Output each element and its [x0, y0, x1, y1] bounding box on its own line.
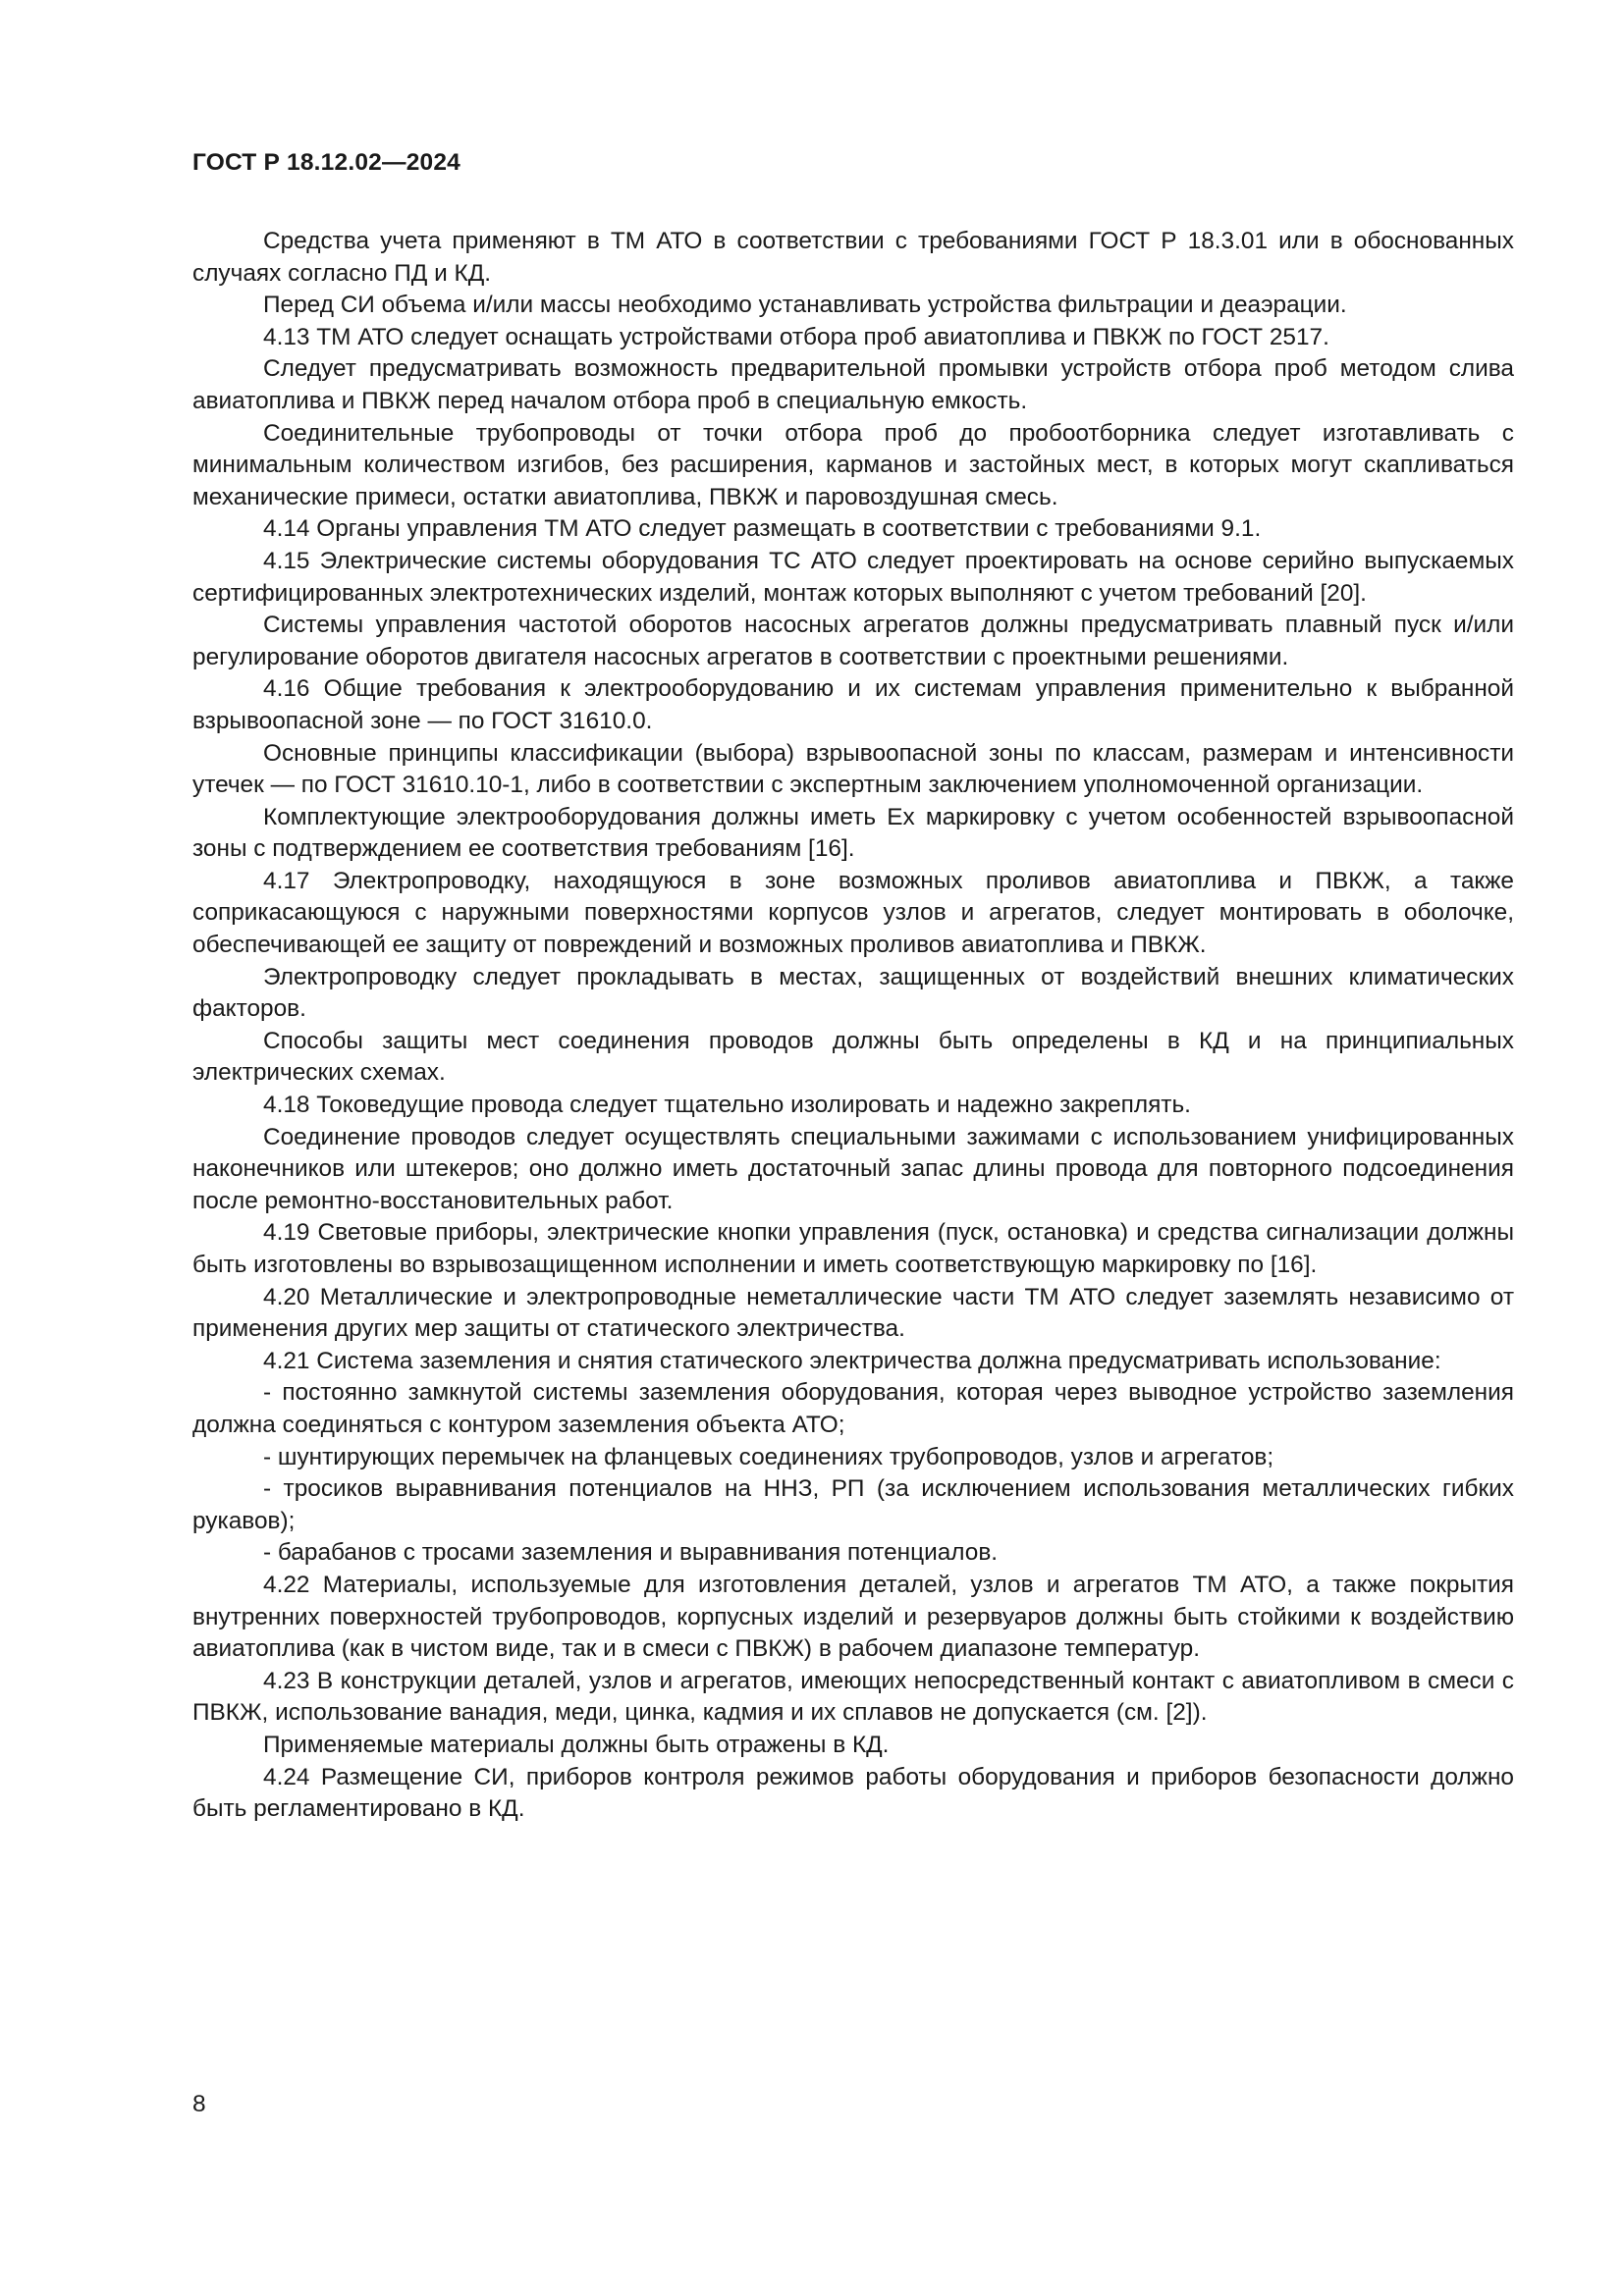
paragraph: 4.24 Размещение СИ, приборов контроля режимов работы оборудования и приборов безопасности должно быть регламентировано в КД. — [192, 1763, 1514, 1823]
paragraph: 4.21 Система заземления и снятия статического электричества должна предусматривать использование: — [263, 1347, 1441, 1374]
paragraph: Перед СИ объема и/или массы необходимо устанавливать устройства фильтрации и деаэрации. — [263, 292, 1347, 319]
list-item: - постоянно замкнутой системы заземления оборудования, которая через выводное устройство заземления должна соединяться с контуром заземления объекта АТО; — [192, 1379, 1514, 1438]
paragraph: 4.19 Световые приборы, электрические кнопки управления (пуск, остановка) и средства сигнализации должны быть изготовлены во взрывозащищенном исполнении и иметь соответствующую маркировку по [16]. — [192, 1219, 1514, 1278]
list-item: - шунтирующих перемычек на фланцевых соединениях трубопроводов, узлов и агрегатов; — [263, 1443, 1274, 1470]
paragraph: 4.13 ТМ АТО следует оснащать устройствами отбора проб авиатоплива и ПВКЖ по ГОСТ 2517. — [263, 323, 1329, 350]
document-body — [192, 226, 1514, 1826]
paragraph: Способы защиты мест соединения проводов должны быть определены в КД и на принципиальных электрических схемах. — [192, 1027, 1514, 1087]
list-item: - тросиков выравнивания потенциалов на ННЗ, РП (за исключением использования металлических гибких рукавов); — [192, 1475, 1514, 1534]
paragraph: 4.23 В конструкции деталей, узлов и агрегатов, имеющих непосредственный контакт с авиатопливом в смеси с ПВКЖ, использование ванадия, меди, цинка, кадмия и их сплавов не допускается (см. [2]). — [192, 1667, 1514, 1727]
paragraph: Соединительные трубопроводы от точки отбора проб до пробоотборника следует изготавливать с минимальным количеством изгибов, без расширения, карманов и застойных мест, в которых могут скапливаться механические примеси, остатки авиатоплива, ПВКЖ и паровоздушная смесь. — [192, 419, 1514, 510]
paragraph: Применяемые материалы должны быть отражены в КД. — [263, 1731, 890, 1758]
paragraph: Средства учета применяют в ТМ АТО в соответствии с требованиями ГОСТ Р 18.3.01 или в обоснованных случаях согласно ПД и КД. — [192, 228, 1514, 287]
paragraph: 4.18 Токоведущие провода следует тщательно изолировать и надежно закреплять. — [263, 1092, 1191, 1119]
paragraph: 4.20 Металлические и электропроводные неметаллические части ТМ АТО следует заземлять независимо от применения других мер защиты от статического электричества. — [192, 1283, 1514, 1343]
paragraph: 4.16 Общие требования к электрооборудованию и их системам управления применительно к выбранной взрывоопасной зоне — по ГОСТ 31610.0. — [192, 675, 1514, 734]
paragraph: Соединение проводов следует осуществлять специальными зажимами с использованием унифицированных наконечников или штекеров; оно должно иметь достаточный запас длины провода для повторного подсоединения после ремонтно-восстановительных работ. — [192, 1123, 1514, 1214]
paragraph: Следует предусматривать возможность предварительной промывки устройств отбора проб методом слива авиатоплива и ПВКЖ перед началом отбора проб в специальную емкость. — [192, 355, 1514, 414]
paragraph: 4.14 Органы управления ТМ АТО следует размещать в соответствии с требованиями 9.1. — [263, 515, 1262, 543]
paragraph: Системы управления частотой оборотов насосных агрегатов должны предусматривать плавный пуск и/или регулирование оборотов двигателя насосных агрегатов в соответствии с проектными решениями. — [192, 612, 1514, 670]
page-number: 8 — [192, 2091, 206, 2117]
list-item: - барабанов с тросами заземления и выравнивания потенциалов. — [263, 1539, 999, 1567]
paragraph: Электропроводку следует прокладывать в местах, защищенных от воздействий внешних климатических факторов. — [192, 963, 1514, 1023]
paragraph: 4.15 Электрические системы оборудования ТС АТО следует проектировать на основе серийно выпускаемых сертифицированных электротехнических изделий, монтаж которых выполняют с учетом требований [20]. — [192, 547, 1514, 607]
paragraph: 4.22 Материалы, используемые для изготовления деталей, узлов и агрегатов ТМ АТО, а также покрытия внутренних поверхностей трубопроводов, корпусных изделий и резервуаров должны быть стойкими к воздействию авиатоплива (как в чистом виде, так и в смеси с ПВКЖ) в рабочем диапазоне температур. — [192, 1571, 1514, 1663]
document-header: ГОСТ Р 18.12.02—2024 — [192, 149, 460, 176]
paragraph: Основные принципы классификации (выбора) взрывоопасной зоны по классам, размерам и интенсивности утечек — по ГОСТ 31610.10-1, либо в соответствии с экспертным заключением уполномоченной организации. — [192, 739, 1514, 799]
paragraph: 4.17 Электропроводку, находящуюся в зоне возможных проливов авиатоплива и ПВКЖ, а также соприкасающуюся с наружными поверхностями корпусов узлов и агрегатов, следует монтировать в оболочке, обеспечивающей ее защиту от повреждений и возможных проливов авиатоплива и ПВКЖ. — [192, 867, 1514, 959]
paragraph: Комплектующие электрооборудования должны иметь Ex маркировку с учетом особенностей взрывоопасной зоны с подтверждением ее соответствия требованиям [16]. — [192, 803, 1514, 863]
